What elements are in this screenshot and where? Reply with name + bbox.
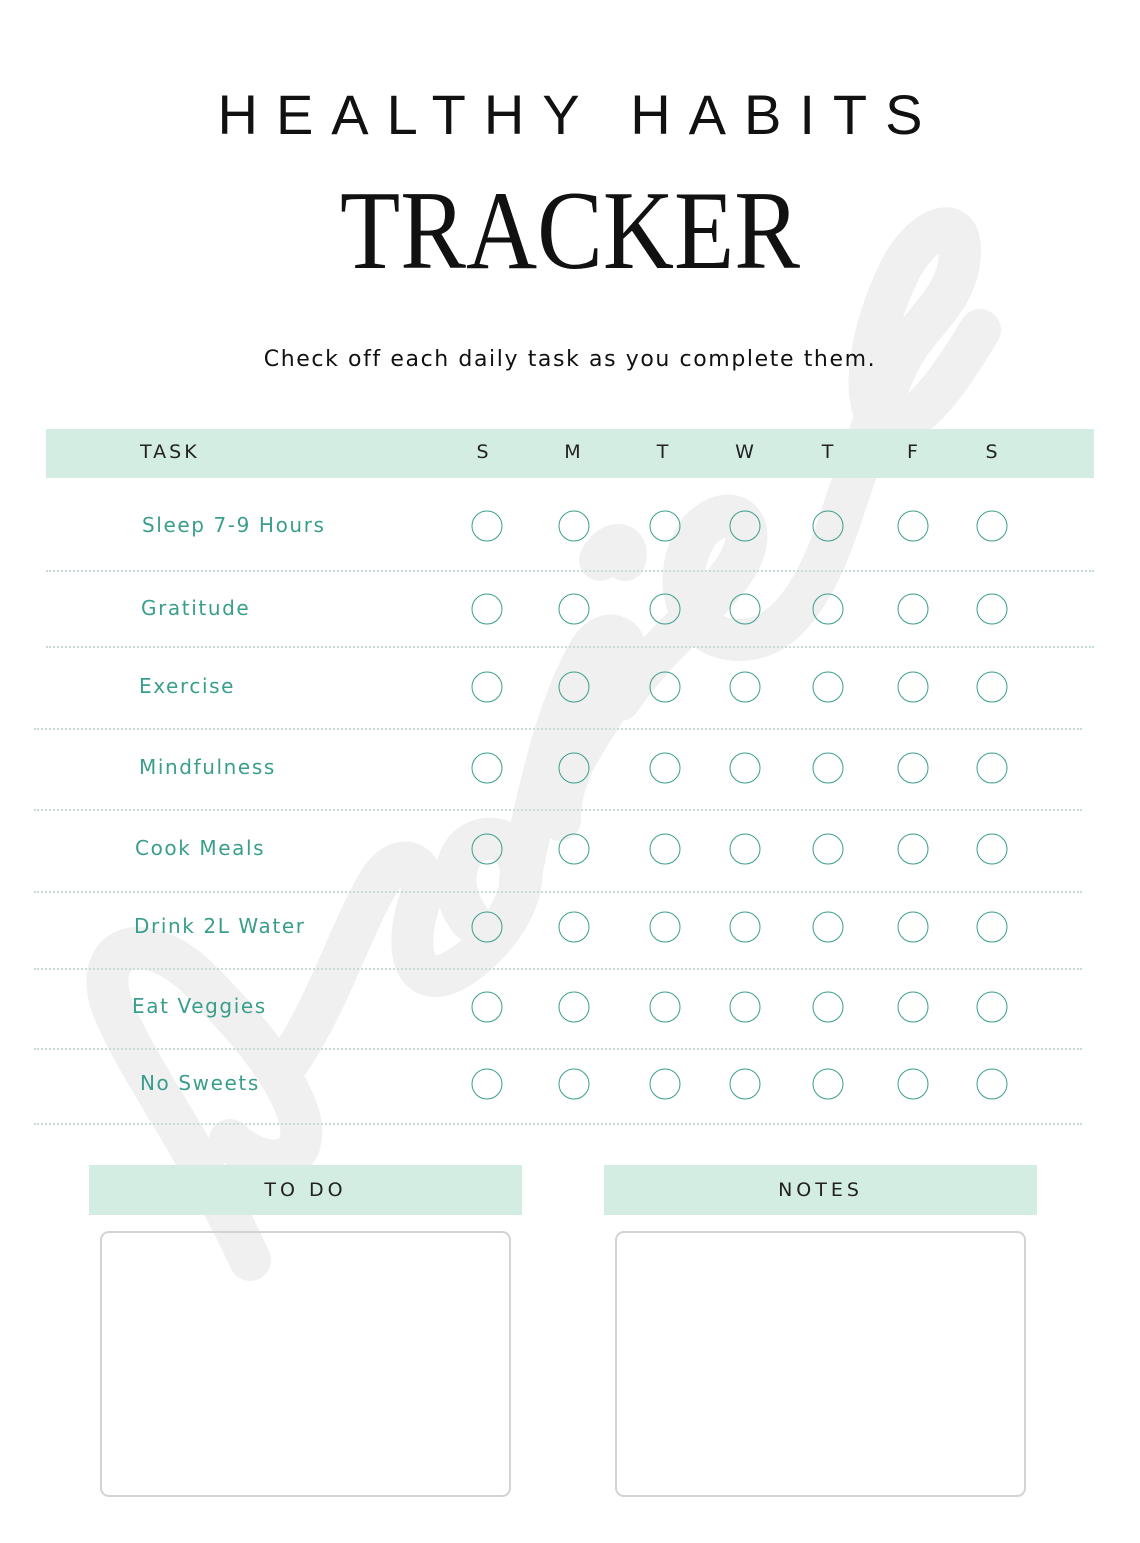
task-label: Eat Veggies	[132, 994, 267, 1018]
title-top: HEALTHY HABITS	[217, 83, 941, 146]
checkbox-circle[interactable]	[898, 1069, 929, 1100]
todo-header-label: TO DO	[264, 1179, 347, 1201]
row-divider	[34, 728, 1082, 730]
checkbox-circle[interactable]	[559, 834, 590, 865]
checkbox-circle[interactable]	[977, 992, 1008, 1023]
checkbox-circle[interactable]	[813, 594, 844, 625]
task-label: No Sweets	[140, 1071, 260, 1095]
checkbox-circle[interactable]	[977, 672, 1008, 703]
task-label: Exercise	[139, 674, 236, 698]
day-header-monday: M	[564, 441, 584, 463]
checkbox-circle[interactable]	[472, 753, 503, 784]
checkbox-circle[interactable]	[977, 1069, 1008, 1100]
checkbox-circle[interactable]	[650, 1069, 681, 1100]
notes-box[interactable]	[615, 1231, 1026, 1497]
task-label: Drink 2L Water	[134, 914, 306, 938]
checkbox-circle[interactable]	[559, 672, 590, 703]
checkbox-circle[interactable]	[472, 1069, 503, 1100]
day-header-friday: F	[907, 441, 921, 463]
checkbox-circle[interactable]	[813, 511, 844, 542]
day-header-sunday: S	[476, 441, 492, 463]
checkbox-circle[interactable]	[813, 912, 844, 943]
checkbox-circle[interactable]	[813, 672, 844, 703]
checkbox-circle[interactable]	[898, 511, 929, 542]
checkbox-circle[interactable]	[472, 594, 503, 625]
task-label: Mindfulness	[139, 755, 276, 779]
row-divider	[34, 1123, 1082, 1125]
subtitle: Check off each daily task as you complete them.	[263, 347, 877, 372]
checkbox-circle[interactable]	[472, 672, 503, 703]
day-header-wednesday: W	[735, 441, 757, 463]
checkbox-circle[interactable]	[559, 992, 590, 1023]
notes-header	[604, 1165, 1037, 1215]
checkbox-circle[interactable]	[898, 912, 929, 943]
row-divider	[46, 646, 1094, 648]
checkbox-circle[interactable]	[813, 753, 844, 784]
checkbox-circle[interactable]	[559, 912, 590, 943]
checkbox-circle[interactable]	[898, 834, 929, 865]
day-header-saturday: S	[985, 441, 1001, 463]
row-divider	[34, 891, 1082, 893]
notes-header-label: NOTES	[778, 1179, 863, 1201]
checkbox-circle[interactable]	[730, 912, 761, 943]
checkbox-circle[interactable]	[977, 834, 1008, 865]
checkbox-circle[interactable]	[977, 753, 1008, 784]
checkbox-circle[interactable]	[472, 511, 503, 542]
checkbox-circle[interactable]	[977, 511, 1008, 542]
checkbox-circle[interactable]	[559, 1069, 590, 1100]
checkbox-circle[interactable]	[813, 992, 844, 1023]
todo-box[interactable]	[100, 1231, 511, 1497]
checkbox-circle[interactable]	[650, 912, 681, 943]
task-label: Sleep 7-9 Hours	[142, 513, 326, 537]
checkbox-circle[interactable]	[898, 753, 929, 784]
checkbox-circle[interactable]	[730, 511, 761, 542]
checkbox-circle[interactable]	[559, 594, 590, 625]
checkbox-circle[interactable]	[813, 1069, 844, 1100]
checkbox-circle[interactable]	[472, 834, 503, 865]
checkbox-circle[interactable]	[977, 594, 1008, 625]
checkbox-circle[interactable]	[472, 912, 503, 943]
todo-header	[89, 1165, 522, 1215]
checkbox-circle[interactable]	[730, 594, 761, 625]
row-divider	[46, 570, 1094, 572]
title-main: TRACKER	[340, 169, 800, 293]
task-label: Gratitude	[141, 596, 251, 620]
checkbox-circle[interactable]	[650, 594, 681, 625]
checkbox-circle[interactable]	[898, 672, 929, 703]
checkbox-circle[interactable]	[813, 834, 844, 865]
row-divider	[34, 1048, 1082, 1050]
checkbox-circle[interactable]	[650, 992, 681, 1023]
row-divider	[34, 809, 1082, 811]
checkbox-circle[interactable]	[898, 992, 929, 1023]
checkbox-circle[interactable]	[472, 992, 503, 1023]
checkbox-circle[interactable]	[730, 1069, 761, 1100]
checkbox-circle[interactable]	[730, 672, 761, 703]
checkbox-circle[interactable]	[650, 672, 681, 703]
checkbox-circle[interactable]	[977, 912, 1008, 943]
checkbox-circle[interactable]	[650, 753, 681, 784]
checkbox-circle[interactable]	[650, 511, 681, 542]
row-divider	[34, 968, 1082, 970]
checkbox-circle[interactable]	[559, 753, 590, 784]
checkbox-circle[interactable]	[730, 992, 761, 1023]
checkbox-circle[interactable]	[898, 594, 929, 625]
day-header-thursday: T	[821, 441, 837, 463]
day-header-tuesday: T	[656, 441, 672, 463]
checkbox-circle[interactable]	[730, 753, 761, 784]
checkbox-circle[interactable]	[730, 834, 761, 865]
task-label: Cook Meals	[135, 836, 266, 860]
checkbox-circle[interactable]	[559, 511, 590, 542]
task-column-header: TASK	[140, 441, 200, 463]
checkbox-circle[interactable]	[650, 834, 681, 865]
